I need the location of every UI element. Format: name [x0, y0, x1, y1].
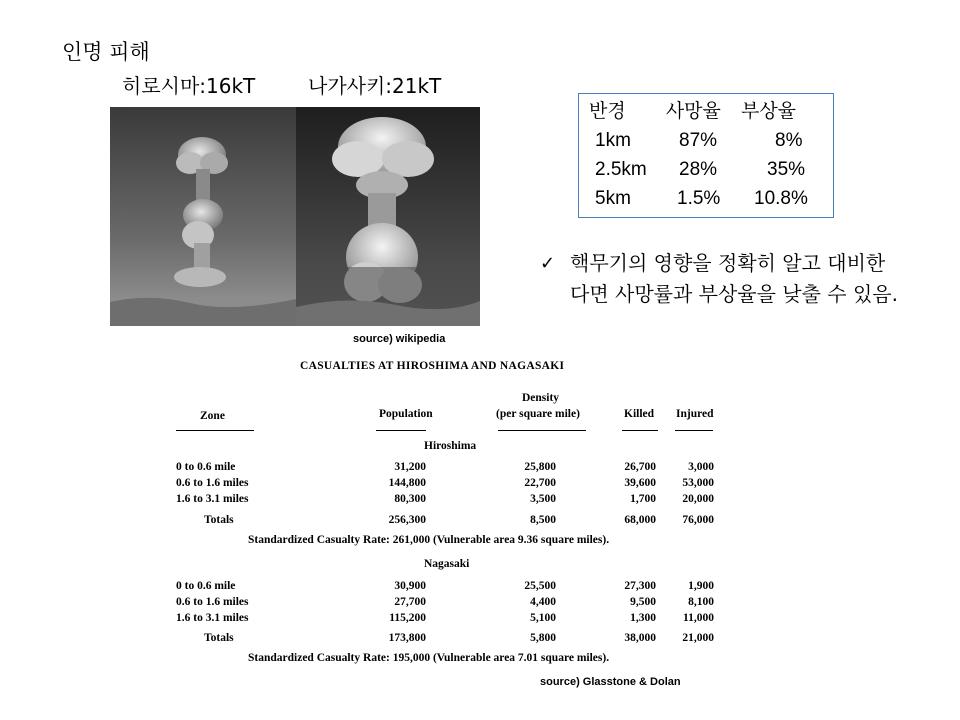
density-total: 8,500: [530, 514, 556, 526]
stats-header: [579, 96, 833, 126]
rule: [622, 430, 658, 432]
killed-cell: 39,600: [624, 477, 656, 489]
yield-line: [122, 70, 441, 99]
injured-cell: 53,000: [682, 477, 714, 489]
density-cell: 3,500: [530, 493, 556, 505]
injured-cell: 8,100: [688, 596, 714, 608]
density-cell: 22,700: [524, 477, 556, 489]
stats-row: [579, 126, 833, 155]
check-icon: ✓: [540, 253, 556, 274]
population-total: 173,800: [388, 632, 426, 644]
col-population: Population: [379, 408, 433, 420]
stats-injury-rate: 10.8%: [754, 188, 808, 209]
stats-radius: 2.5km: [595, 159, 647, 180]
killed-total: 38,000: [624, 632, 656, 644]
killed-cell: 26,700: [624, 461, 656, 473]
density-cell: 5,100: [530, 612, 556, 624]
density-cell: 25,800: [524, 461, 556, 473]
population-cell: 30,900: [394, 580, 426, 592]
rule: [376, 430, 426, 432]
killed-cell: 27,300: [624, 580, 656, 592]
col-density-top: Density: [522, 392, 560, 404]
section-nagasaki: Nagasaki: [424, 558, 470, 570]
zone-cell: 0.6 to 1.6 miles: [176, 596, 249, 608]
population-cell: 144,800: [388, 477, 426, 489]
rule: [498, 430, 586, 432]
zone-cell: 0 to 0.6 mile: [176, 580, 236, 592]
slide-title: 인명 피해: [62, 40, 150, 64]
population-cell: 27,700: [394, 596, 426, 608]
nagasaki-cloud-photo: [296, 107, 480, 326]
casualty-rate-nagasaki: Standardized Casualty Rate: 195,000 (Vulnerable area 7.01 square miles).: [248, 652, 610, 664]
casualty-table-title: CASUALTIES AT HIROSHIMA AND NAGASAKI: [300, 360, 565, 372]
rule: [176, 430, 254, 432]
population-cell: 115,200: [389, 612, 426, 624]
stats-death-rate: 28%: [679, 159, 718, 180]
injured-total: 76,000: [682, 514, 714, 526]
table-source: source) Glasstone & Dolan: [540, 676, 681, 688]
population-cell: 31,200: [394, 461, 426, 473]
density-cell: 4,400: [530, 596, 556, 608]
killed-cell: 1,300: [630, 612, 656, 624]
totals-label: Totals: [204, 632, 234, 644]
photo-source: source) wikipedia: [353, 333, 446, 345]
stats-radius: 5km: [595, 188, 631, 209]
stats-death-rate: 1.5%: [677, 188, 721, 209]
stats-injury-rate: 35%: [767, 159, 806, 180]
col-zone: Zone: [200, 410, 225, 422]
stats-header-radius: 반경: [589, 100, 626, 122]
stats-row: [579, 155, 833, 184]
section-hiroshima: Hiroshima: [424, 440, 477, 452]
injured-cell: 3,000: [688, 461, 714, 473]
casualty-table: [170, 358, 730, 668]
population-total: 256,300: [388, 514, 426, 526]
note-text: 핵무기의 영향을 정확히 알고 대비한다면 사망률과 부상율을 낮출 수 있음.: [570, 251, 898, 306]
killed-cell: 9,500: [630, 596, 656, 608]
zone-cell: 0 to 0.6 mile: [176, 461, 236, 473]
hiroshima-cloud-photo: [110, 107, 296, 326]
stats-header-death: 사망율: [665, 100, 721, 122]
killed-cell: 1,700: [630, 493, 656, 505]
injured-cell: 1,900: [688, 580, 714, 592]
totals-label: Totals: [204, 514, 234, 526]
yield-hiroshima: 히로시마:16kT: [122, 74, 256, 98]
stats-row: [579, 184, 833, 213]
injured-total: 21,000: [682, 632, 714, 644]
density-cell: 25,500: [524, 580, 556, 592]
casualty-rate-hiroshima: Standardized Casualty Rate: 261,000 (Vulnerable area 9.36 square miles).: [248, 534, 610, 546]
yield-nagasaki: 나가사키:21kT: [308, 74, 442, 98]
zone-cell: 1.6 to 3.1 miles: [176, 612, 249, 624]
col-killed: Killed: [624, 408, 655, 420]
stats-injury-rate: 8%: [775, 130, 803, 151]
zone-cell: 1.6 to 3.1 miles: [176, 493, 249, 505]
injured-cell: 20,000: [682, 493, 714, 505]
mushroom-cloud-photos: [110, 107, 480, 326]
col-density-bottom: (per square mile): [496, 408, 580, 420]
injured-cell: 11,000: [683, 612, 714, 624]
population-cell: 80,300: [394, 493, 426, 505]
stats-box: [578, 93, 834, 218]
col-injured: Injured: [676, 408, 714, 420]
zone-cell: 0.6 to 1.6 miles: [176, 477, 249, 489]
stats-death-rate: 87%: [679, 130, 718, 151]
rule: [675, 430, 713, 432]
density-total: 5,800: [530, 632, 556, 644]
stats-radius: 1km: [595, 130, 631, 151]
killed-total: 68,000: [624, 514, 656, 526]
stats-header-injury: 부상율: [740, 100, 797, 122]
